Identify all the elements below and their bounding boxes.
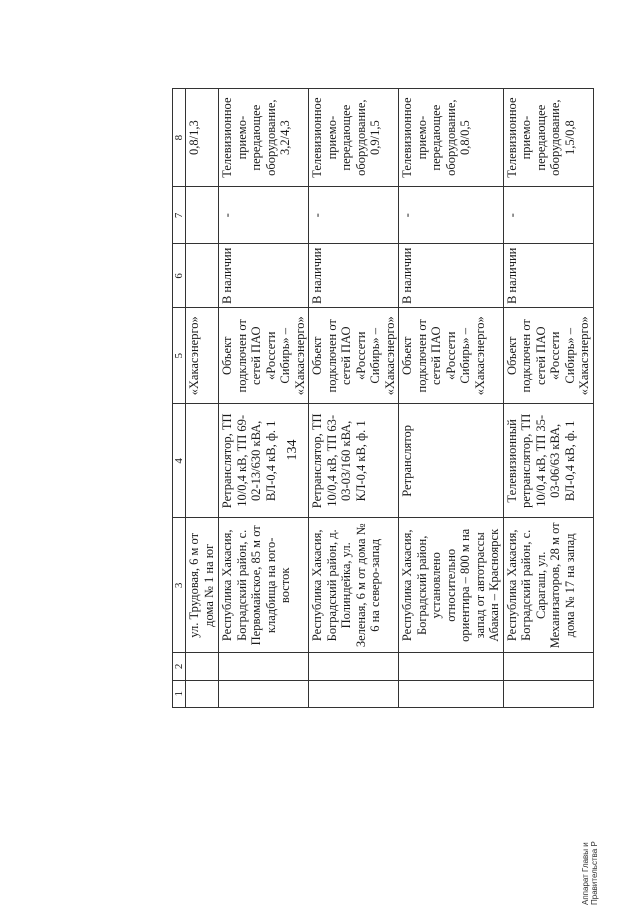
table-cell-equipment: Телевизионное приемо-передающее оборудование, 0,8/0,5 [399, 89, 504, 187]
column-header-4: 4 [173, 404, 186, 518]
table-cell [309, 680, 399, 707]
column-header-6: 6 [173, 244, 186, 308]
table-cell-address: Республика Хакасия, Боградский район, с. Сарагаш, ул. Механизаторов, 28 м от дома № 17 на запад [503, 518, 593, 653]
continuation-row [186, 89, 219, 708]
table-cell-object: Ретранслятор [399, 404, 504, 518]
table-cell-connection: Объект подключен от сетей ПАО «Россети Сибирь» – «Хакасэнерго» [503, 308, 593, 404]
table-cell [309, 653, 399, 680]
table-cell-connection: «Хакасэнерго» [186, 308, 219, 404]
table-cell [219, 653, 309, 680]
table-cell [186, 680, 219, 707]
table-row [503, 89, 593, 708]
column-header-2: 2 [173, 653, 186, 680]
column-header-1: 1 [173, 680, 186, 707]
table-cell-availability: В наличии [309, 244, 399, 308]
table-cell [399, 653, 504, 680]
table-cell-equipment: Телевизионное приемо-передающее оборудование, 0,9/1,5 [309, 89, 399, 187]
table-cell [186, 244, 219, 308]
header-row [173, 89, 186, 708]
table-row [399, 89, 504, 708]
table-cell: - [399, 187, 504, 244]
table-cell-availability: В наличии [503, 244, 593, 308]
footer-stamp-text: Аппарат Главы и Правительства Р [581, 841, 599, 905]
table-cell [186, 404, 219, 518]
table-row [219, 89, 309, 708]
table-cell-address: ул. Трудовая, 6 м от дома № 1 на юг [186, 518, 219, 653]
table-cell: - [503, 187, 593, 244]
column-header-5: 5 [173, 308, 186, 404]
table-cell [399, 680, 504, 707]
table-cell [219, 680, 309, 707]
table-cell-address: Республика Хакасия, Боградский район, установлено относительно ориентира – 800 м на запад от автотрассы Абакан – Красноярск [399, 518, 504, 653]
table-cell: - [219, 187, 309, 244]
table-cell-object: Ретранслятор, ТП 10/0,4 кВ, ТП 69-02-13/630 кВА, ВЛ-0,4 кВ, ф. 1 [219, 404, 309, 518]
table-cell: - [309, 187, 399, 244]
table-cell [503, 680, 593, 707]
page-number: 134 [285, 439, 300, 461]
table-cell-equipment: Телевизионное приемо-передающее оборудование, 1,5/0,8 [503, 89, 593, 187]
infrastructure-table [172, 88, 594, 708]
column-header-7: 7 [173, 187, 186, 244]
table-cell [186, 653, 219, 680]
table-cell [186, 187, 219, 244]
table-cell-address: Республика Хакасия, Боградский район, д. Полиндейка, ул. Зеленая, 6 м от дома № 6 на северо-запад [309, 518, 399, 653]
table-cell-equipment: 0,8/1,3 [186, 89, 219, 187]
column-header-3: 3 [173, 518, 186, 653]
table-cell-object: Телевизионный ретранслятор, ТП 10/0,4 кВ, ТП 35-03-06/63 кВА, ВЛ-0,4 кВ, ф. 1 [503, 404, 593, 518]
table-cell-connection: Объект подключен от сетей ПАО «Россети Сибирь» – «Хакасэнерго» [309, 308, 399, 404]
table-cell-address: Республика Хакасия, Боградский район, с. Первомайское, 85 м от кладбища на юго-восток [219, 518, 309, 653]
table-container [172, 88, 591, 708]
table-cell-connection: Объект подключен от сетей ПАО «Россети Сибирь» – «Хакасэнерго» [219, 308, 309, 404]
table-cell-equipment: Телевизионное приемо-передающее оборудование, 3,2/4,3 [219, 89, 309, 187]
table-cell-object: Ретранслятор, ТП 10/0,4 кВ, ТП 63-03-03/160 кВА, КЛ-0,4 кВ, ф. 1 [309, 404, 399, 518]
column-header-8: 8 [173, 89, 186, 187]
table-cell-availability: В наличии [399, 244, 504, 308]
table-row [309, 89, 399, 708]
table-cell-availability: В наличии [219, 244, 309, 308]
table-cell [503, 653, 593, 680]
table-cell-connection: Объект подключен от сетей ПАО «Россети Сибирь» – «Хакасэнерго» [399, 308, 504, 404]
